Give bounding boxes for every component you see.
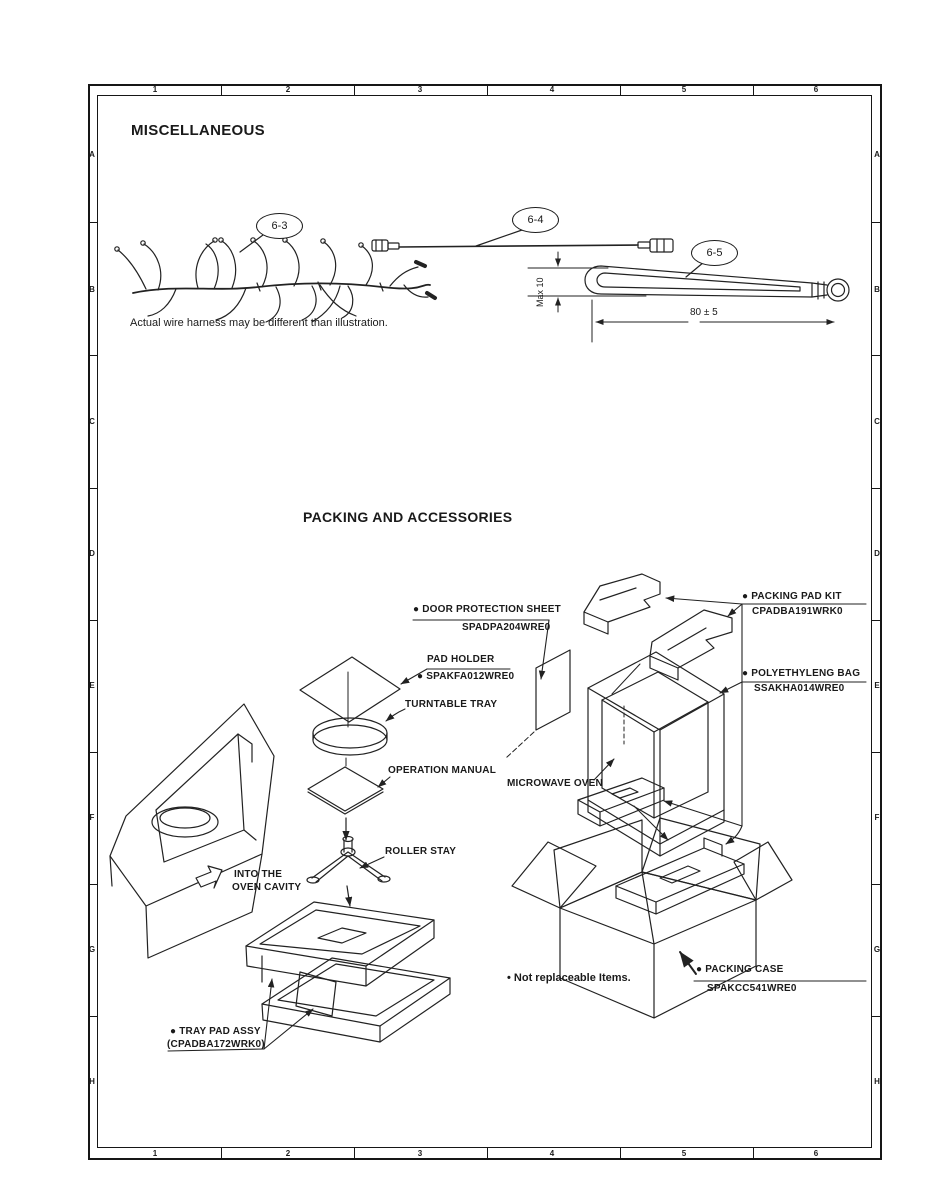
strap-drawing (585, 262, 849, 301)
tray-pad-drawing (246, 902, 450, 1042)
callout-6-3-label: 6-3 (271, 220, 288, 232)
label-microwave-oven: MICROWAVE OVEN (507, 778, 603, 789)
grid-row-label: C (874, 417, 880, 426)
grid-col-label: 4 (549, 85, 555, 94)
part-packing-pad-kit: CPADBA191WRK0 (752, 606, 843, 617)
callout-6-5-label: 6-5 (706, 247, 723, 259)
grid-col-label: 5 (681, 85, 687, 94)
grid-col-label: 1 (152, 1149, 158, 1158)
grid-row-label: H (874, 1077, 880, 1086)
label-packing-case: ● PACKING CASE (696, 964, 784, 975)
label-pad-holder: PAD HOLDER (427, 654, 495, 665)
harness-note: Actual wire harness may be different than illustration. (130, 317, 388, 329)
grid-row-label: B (874, 285, 880, 294)
label-into-oven-cavity-line1: INTO THE (234, 869, 283, 880)
part-packing-case: SPAKCC541WRE0 (707, 983, 797, 994)
part-polyethylene-bag: SSAKHA014WRE0 (754, 683, 845, 694)
dimension-length: 80 ± 5 (690, 307, 718, 318)
callout-6-3 (256, 213, 303, 239)
dimension-max-height: Max 10 (535, 277, 545, 307)
grid-col-label: 3 (417, 85, 423, 94)
grid-row-label: D (89, 549, 95, 558)
grid-row-label: E (874, 681, 880, 690)
grid-row-label: C (89, 417, 95, 426)
wire-drawing (372, 230, 673, 252)
grid-row-label: B (89, 285, 95, 294)
section-title-miscellaneous: MISCELLANEOUS (131, 122, 265, 139)
grid-row-label: G (88, 945, 96, 954)
packed-oven-drawing (578, 574, 732, 856)
callout-6-4-label: 6-4 (527, 214, 544, 226)
grid-col-label: 4 (549, 1149, 555, 1158)
grid-col-label: 2 (285, 85, 291, 94)
label-packing-pad-kit: ● PACKING PAD KIT (742, 591, 842, 602)
grid-col-label: 1 (152, 85, 158, 94)
grid-col-label: 6 (813, 85, 819, 94)
grid-row-label: G (873, 945, 881, 954)
grid-col-label: 6 (813, 1149, 819, 1158)
grid-col-label: 3 (417, 1149, 423, 1158)
label-into-oven-cavity-line2: OVEN CAVITY (232, 882, 302, 893)
label-turntable-tray: TURNTABLE TRAY (405, 699, 498, 710)
grid-row-label: F (874, 813, 880, 822)
wire-harness-drawing (115, 235, 435, 322)
grid-row-label: F (89, 813, 95, 822)
grid-col-label: 5 (681, 1149, 687, 1158)
note-not-replaceable: • Not replaceable Items. (507, 972, 631, 984)
label-operation-manual: OPERATION MANUAL (388, 765, 497, 776)
grid-row-label: H (89, 1077, 95, 1086)
part-door-protection-sheet: SPADPA204WRE0 (462, 622, 551, 633)
label-door-protection-sheet: ● DOOR PROTECTION SHEET (413, 604, 561, 615)
grid-row-label: A (874, 150, 880, 159)
grid-row-label: E (89, 681, 95, 690)
label-tray-pad-assy: ● TRAY PAD ASSY (170, 1026, 261, 1037)
grid-col-label: 2 (285, 1149, 291, 1158)
grid-row-label: D (874, 549, 880, 558)
part-tray-pad-assy: (CPADBA172WRK0) (167, 1039, 265, 1050)
oven-cavity-drawing (110, 704, 274, 958)
label-roller-stay: ROLLER STAY (385, 846, 457, 857)
callout-6-4 (512, 207, 559, 233)
callout-6-5 (691, 240, 738, 266)
section-title-packing: PACKING AND ACCESSORIES (303, 509, 513, 525)
grid-row-label: A (89, 150, 95, 159)
label-polyethylene-bag: ● POLYETHYLENG BAG (742, 668, 861, 679)
part-pad-holder: ● SPAKFA012WRE0 (417, 671, 515, 682)
